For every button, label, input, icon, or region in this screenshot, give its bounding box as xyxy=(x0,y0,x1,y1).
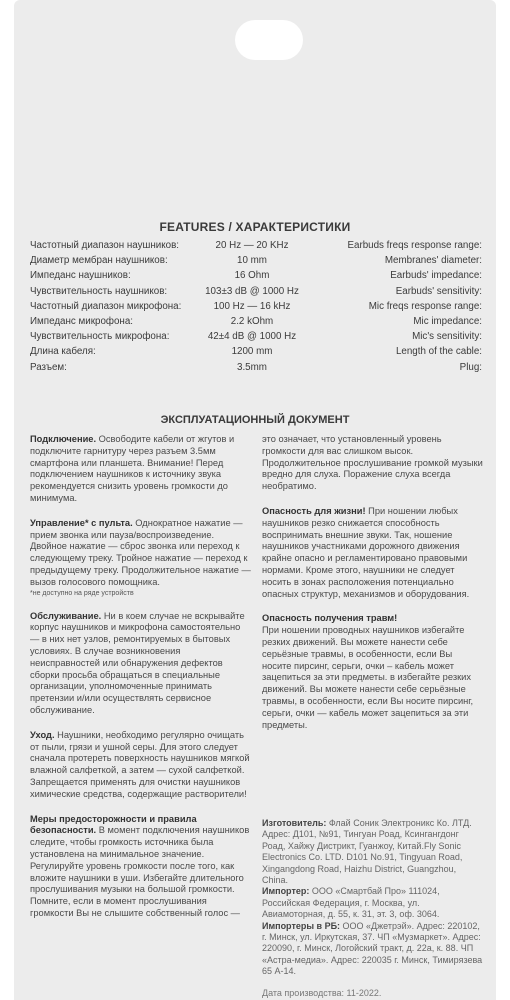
spec-value: 103±3 dB @ 1000 Hz xyxy=(205,285,299,297)
life-danger-section xyxy=(262,506,484,600)
spec-label-ru: Диаметр мембран наушников: xyxy=(30,255,168,267)
connection-section xyxy=(30,434,252,505)
spec-row xyxy=(30,270,482,285)
control-heading: Управление* с пульта. xyxy=(30,517,133,528)
manufacturer-text: Флай Соник Электроникс Ко. ЛТД. Адрес: Д101, №91, Тингуан Роад, Ксингангдонг Роад, Хайжу Дистрикт, Гуанжоу, Китай.Fly Sonic Electronics Co. LTD. D101 No.91, Tingyuan Road, Xingangdong Road, Haizhu District, Guangzhou, China. xyxy=(262,818,472,886)
spec-label-en: Mic's sensitivity: xyxy=(412,331,482,343)
spec-value: 100 Hz — 16 kHz xyxy=(213,300,291,312)
spec-value: 2.2 kOhm xyxy=(230,315,274,327)
spec-label-en: Length of the cable: xyxy=(395,346,482,358)
life-danger-heading: Опасность для жизни! xyxy=(262,505,366,516)
spec-value: 42±4 dB @ 1000 Hz xyxy=(207,331,297,343)
spec-row xyxy=(30,286,482,301)
control-footnote: *не доступно на ряде устройств xyxy=(30,589,134,597)
importers-by-heading: Импортеры в РБ: xyxy=(262,920,341,931)
spec-label-ru: Разъем: xyxy=(30,361,67,373)
spec-row xyxy=(30,255,482,270)
care-text: Наушники, необходимо регулярно очищать от пыли, грязи и ушной серы. Для этого следует сначала протереть поверхность наушников мягкой влажной салфеткой, а затем — сухой салфеткой. Запрещается применять для очистки наушников химические средства, содержащие растворители! xyxy=(30,729,250,799)
safety-section xyxy=(30,814,252,920)
importer-text: ООО «Смартбай Про» 111024, Российская Федерация, г. Москва, ул. Авиамоторная, д. 55, к. 31, эт. 3, оф. 3064. xyxy=(262,886,440,920)
spec-label-en: Earbuds' impedance: xyxy=(390,270,482,282)
instructions-right-column xyxy=(262,434,484,744)
manufacturer-heading: Изготовитель: xyxy=(262,818,327,828)
document-title: ЭКСПЛУАТАЦИОННЫЙ ДОКУМЕНТ xyxy=(160,414,350,426)
spec-label-ru: Частотный диапазон микрофона: xyxy=(30,300,182,312)
spec-label-ru: Чувствительность наушников: xyxy=(30,285,168,297)
connection-heading: Подключение. xyxy=(30,434,97,444)
spec-row xyxy=(30,301,482,316)
spec-table xyxy=(30,240,482,377)
spec-row xyxy=(30,346,482,361)
spec-label-en: Mic impedance: xyxy=(413,315,482,327)
control-text: Однократное нажатие — прием звонка или пауза/воспроизведение. Двойное нажатие — сброс звонка или переход к следующему треку. Тройное нажатие — переход к предыдущему треку. Продолжительное нажатие — вызов голосового помощника. xyxy=(30,517,251,587)
spec-row xyxy=(30,331,482,346)
features-title: FEATURES / ХАРАКТЕРИСТИКИ xyxy=(159,220,351,234)
injury-text: При ношении проводных наушников избегайте резких движений. Вы можете нанести себе серьёзные травмы, в особенности, если Вы носите пирсинг, серьги, очки – кабель может зацепиться за эти предметы. в избегайте резких движений. Вы можете нанести себе серьёзные травмы, в особенности, если Вы носите пирсинг, серьги, очки — кабель может зацепиться за эти предметы. xyxy=(262,625,474,730)
spec-label-en: Plug: xyxy=(459,361,482,373)
legal-info xyxy=(262,818,484,999)
service-text: Ни в коем случае не вскрывайте корпус наушников и микрофона самостоятельно — в них нет узлов, ремонтируемых в бытовых условиях. В случае возникновения неисправностей или обнаружения дефектов сборки просьба обращаться в специальные организации, уполномоченные принимать претензии и/или осуществлять сервисное обслуживание. xyxy=(30,610,245,715)
spec-label-ru: Чувствительность микрофона: xyxy=(30,331,170,343)
service-heading: Обслуживание. xyxy=(30,610,102,621)
importers-by-info xyxy=(262,921,484,978)
spec-label-ru: Импеданс наушников: xyxy=(30,270,131,282)
manufacturer-info xyxy=(262,818,484,886)
spec-value: 20 Hz — 20 KHz xyxy=(215,240,289,251)
spec-label-en: Mic freqs response range: xyxy=(368,300,482,312)
spec-label-en: Earbuds' sensitivity: xyxy=(395,285,482,297)
importer-heading: Импортер: xyxy=(262,886,310,897)
instructions-left-column xyxy=(30,434,252,933)
spec-row xyxy=(30,316,482,331)
spec-label-ru: Импеданс микрофона: xyxy=(30,315,133,327)
hang-hole xyxy=(235,20,303,60)
safety-continuation: это означает, что установленный уровень громкости для вас слишком высок. Продолжительное прослушивание громкой музыки вредно для слуха. Поражение слуха всегда необратимо. xyxy=(262,434,483,492)
injury-section xyxy=(262,613,484,731)
spec-row xyxy=(30,240,482,255)
service-section xyxy=(30,611,252,717)
safety-text: В момент подключения наушников следите, чтобы громкость источника была установлена на минимальное значение. Регулируйте уровень громкости после того, как вложите наушники в уши. Избегайте длительного прослушивания музыки на большой громкости. Помните, если в момент прослушивания громкости Вы не слышите собственный голос — xyxy=(30,825,250,918)
spec-label-en: Membranes' diameter: xyxy=(384,255,482,267)
importer-info xyxy=(262,886,484,920)
spec-row xyxy=(30,362,482,377)
spec-label-en: Earbuds freqs response range: xyxy=(347,240,482,251)
spec-value: 1200 mm xyxy=(231,346,273,358)
importers-by-text: ООО «Джетрэй». Адрес: 220102, г. Минск, ул. Иркутская, 37. ЧП «Музмаркет». Адрес: 220090, г. Минск, Логойский тракт, д. 22а, к. 88. ЧП «Астра-медиа». Адрес: 220035 г. Минск, Тимирязева 65 А-14. xyxy=(262,920,483,977)
care-section xyxy=(30,730,252,801)
spec-label-ru: Длина кабеля: xyxy=(30,346,96,358)
safety-heading: Меры предосторожности и правила безопасности. xyxy=(30,813,197,836)
spec-label-ru: Частотный диапазон наушников: xyxy=(30,240,180,251)
spec-value: 16 Ohm xyxy=(234,270,270,282)
production-date: Дата производства: 11-2022. xyxy=(262,987,382,998)
connection-text: Освободите кабели от жгутов и подключите гарнитуру через разъем 3.5мм смартфона или планшета. Внимание! Перед подключением наушников к источнику звука рекомендуется снизить уровень громкости до минимума. xyxy=(30,434,235,503)
life-danger-text: При ношении любых наушников резко снижается способность воспринимать внешние звуки. Так, ношение наушников участниками дорожного движения крайне опасно и регламентировано правовыми нормами. Кроме этого, наушники не следует носить в зонах расположения потенциально опасных структур, механизмов и оборудования. xyxy=(262,505,470,599)
spec-value: 10 mm xyxy=(237,255,267,267)
control-section xyxy=(30,518,252,598)
care-heading: Уход. xyxy=(30,729,55,740)
spec-value: 3.5mm xyxy=(237,361,267,373)
injury-heading: Опасность получения травм! xyxy=(262,613,398,624)
